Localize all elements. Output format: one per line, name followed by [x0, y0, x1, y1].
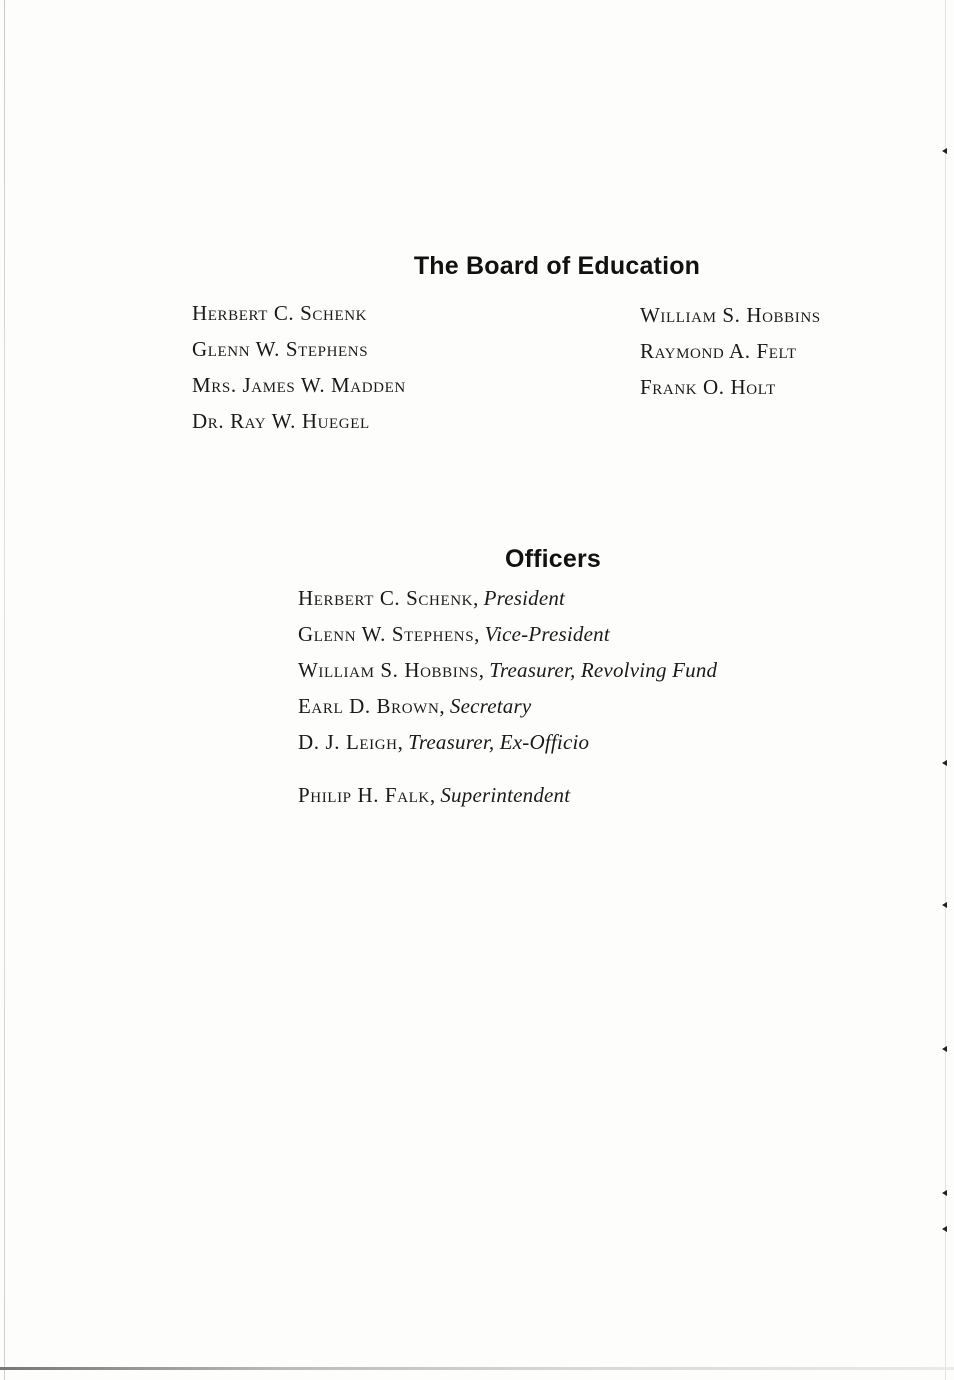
right-page-edge — [945, 0, 946, 1380]
officer-name: Herbert C. Schenk — [298, 586, 474, 610]
officer-name: William S. Hobbins — [298, 658, 479, 682]
left-page-edge — [4, 0, 5, 1380]
board-member-name: Herbert C. Schenk — [192, 301, 368, 325]
officer-role: President — [483, 586, 566, 610]
officer-role: Vice-President — [484, 622, 610, 646]
officer-separator: , — [473, 586, 484, 610]
officer-name: Glenn W. Stephens — [298, 622, 475, 646]
board-member-name: Mrs. James W. Madden — [192, 373, 406, 397]
officer-entry — [298, 694, 531, 719]
board-left-column — [192, 301, 406, 445]
officer-separator: , — [478, 658, 490, 682]
officer-entry — [298, 622, 610, 647]
bottom-page-edge — [0, 1367, 954, 1370]
officer-separator: , — [429, 783, 441, 807]
officer-name: Philip H. Falk — [298, 783, 430, 807]
board-member-name: Frank O. Holt — [640, 375, 776, 399]
officer-entry — [298, 783, 570, 808]
board-member-name: William S. Hobbins — [640, 303, 821, 327]
board-right-column — [640, 303, 821, 411]
board-member-name: Glenn W. Stephens — [192, 337, 369, 361]
officer-entry — [298, 658, 717, 683]
officer-role: Superintendent — [440, 783, 571, 807]
officer-separator: , — [474, 622, 485, 646]
officer-entry — [298, 586, 565, 611]
officer-role: Treasurer, Revolving Fund — [489, 658, 718, 682]
officer-name: Earl D. Brown — [298, 694, 440, 718]
officer-role: Secretary — [449, 694, 532, 718]
officer-name: D. J. Leigh — [298, 730, 398, 754]
board-member-name: Raymond A. Felt — [640, 339, 797, 363]
officer-separator: , — [397, 730, 409, 754]
officer-separator: , — [439, 694, 450, 718]
officer-entry — [298, 730, 589, 755]
officer-role: Treasurer, Ex-Officio — [408, 730, 590, 754]
board-heading: The Board of Education — [413, 252, 701, 280]
board-member-name: Dr. Ray W. Huegel — [192, 409, 370, 433]
officers-heading: Officers — [504, 545, 602, 573]
